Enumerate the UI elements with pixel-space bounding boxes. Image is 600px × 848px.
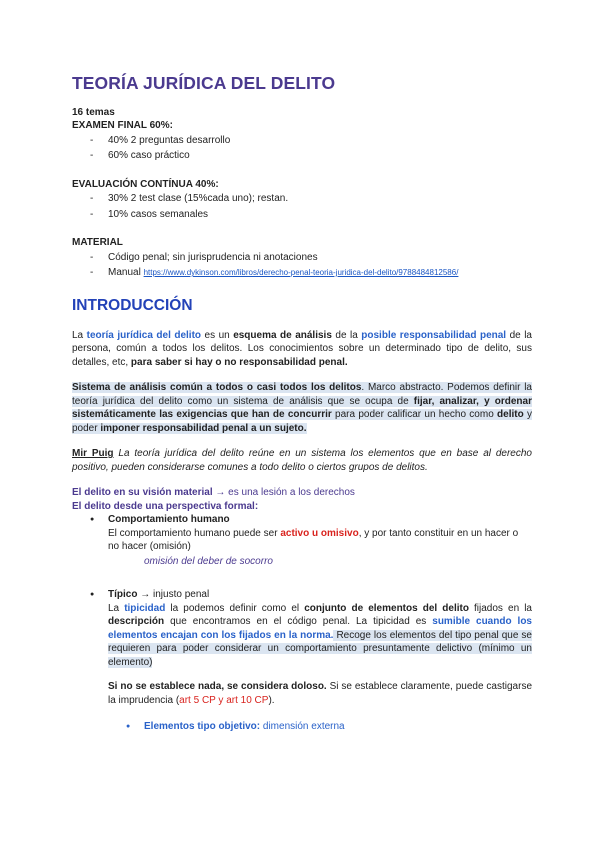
text-run: El comportamiento humano puede ser (108, 527, 281, 539)
material-view (72, 486, 532, 500)
text-run: Elementos tipo objetivo: (144, 721, 261, 733)
text-run: El delito en su visión material (72, 487, 213, 499)
quote-text: La teoría jurídica del delito reúne en un sistema los elementos que en base al derecho positivo, pueden considerarse comunes a todo delito o ciertos grupos de delitos. (72, 448, 532, 473)
list-item (72, 266, 532, 280)
text-run: para poder calificar un hecho como (331, 409, 498, 421)
text-run: → injusto penal (137, 589, 210, 601)
exam-label: EXAMEN FINAL 60%: (72, 120, 173, 132)
text-run: y poder (72, 409, 532, 434)
text-run: Sistema de análisis común a todos o casi todos los delitos (72, 382, 362, 394)
text-run: La (72, 329, 87, 341)
text-run: conjunto de elementos del delito (304, 602, 469, 614)
manual-link[interactable]: https://www.dykinson.com/libros/derecho-penal-teoria-juridica-del-delito/9788484812586/ (143, 268, 459, 278)
text-run: tipicidad (124, 602, 166, 614)
text-run: → es una lesión a los derechos (212, 487, 355, 499)
topics-count: 16 temas (72, 106, 115, 118)
list-item: - 60% caso práctico (72, 149, 532, 163)
text-run: activo u omisivo (280, 527, 359, 539)
document-page (72, 72, 532, 734)
bullet-body (108, 527, 532, 554)
formal-elements-list (72, 513, 532, 554)
formal-elements-list-2 (72, 588, 532, 707)
list-item: - 10% casos semanales (72, 208, 532, 222)
list-item: - 30% 2 test clase (15%cada uno); restan. (72, 192, 532, 206)
highlight-block (72, 382, 532, 434)
text-run: fijar, analizar, y ordenar sistemáticamente las exigencias que han de concurrir (72, 395, 532, 421)
mir-puig-quote (72, 447, 532, 474)
text-run: dimensión externa (260, 721, 345, 733)
text-run: de la (331, 329, 362, 341)
text-run: , y por tanto constituir en un hacer o no hacer (omisión) (108, 527, 519, 553)
text-run: ). (268, 694, 275, 706)
formal-view: El delito desde una perspectiva formal: (72, 500, 259, 512)
text-run: delito (497, 409, 524, 421)
text-run: . Marco abstracto. Podemos definir la teoría jurídica del delito como un sistema de análisis que se ocupa de (72, 382, 532, 407)
continuous-label: EVALUACIÓN CONTÍNUA 40%: (72, 178, 219, 190)
text-run: que encontramos en el código penal. La tipicidad es (164, 616, 433, 628)
text-run: teoría jurídica del delito (86, 329, 202, 341)
text-run: Si se establece claramente, puede castigarse la imprudencia ( (108, 681, 533, 706)
text-run: es un (201, 329, 234, 341)
bullet-body (108, 602, 532, 670)
intro-paragraph-1 (72, 329, 532, 370)
dolo-note (108, 680, 532, 707)
text-run: esquema de análisis (233, 329, 332, 341)
text-run: descripción (108, 616, 165, 628)
text-run: Si no se establece nada, se considera doloso. (108, 681, 327, 693)
text-run: imponer responsabilidad penal a un sujeto. (100, 422, 307, 434)
exam-list (72, 134, 532, 163)
continuous-list (72, 192, 532, 221)
document-title: TEORÍA JURÍDICA DEL DELITO (72, 73, 336, 93)
text-run: de la persona, común a todos los delitos. Los conocimientos sobre un determinado tipo de delito, sus detalles, etc, (72, 329, 532, 368)
intro-paragraph-2 (72, 381, 532, 435)
text-run: para saber si hay o no responsabilidad penal. (130, 356, 348, 368)
quote-author: Mir Puig (72, 448, 114, 460)
material-label: MATERIAL (72, 237, 123, 249)
text-run: La (108, 602, 125, 614)
list-item: - 40% 2 preguntas desarrollo (72, 134, 532, 148)
text-run: posible responsabilidad penal (361, 329, 507, 341)
text-run: Recoge los elementos del tipo penal que se requieren para poder considerar un comportamiento presuntamente delictivo (mínimo un elemento) (108, 629, 532, 668)
bullet-title: Comportamiento humano (108, 514, 230, 526)
bullet-title: Típico (108, 589, 138, 601)
text-run: art 5 CP y art 10 CP (179, 694, 269, 706)
text-run: sumible cuando los elementos encajan con los fijados en la norma. (108, 616, 532, 641)
list-item-comportamiento (72, 513, 532, 554)
section-heading-introduccion: INTRODUCCIÓN (72, 296, 193, 314)
elementos-tipo-objetivo (72, 720, 532, 734)
manual-prefix: Manual (108, 267, 144, 279)
list-item: - Código penal; sin jurisprudencia ni anotaciones (72, 251, 532, 265)
list-item-tipico (72, 588, 532, 707)
text-run: la podemos definir como el (165, 602, 305, 614)
omision-example: omisión del deber de socorro (144, 555, 273, 567)
material-list (72, 251, 532, 280)
text-run: fijados en la (468, 602, 532, 614)
